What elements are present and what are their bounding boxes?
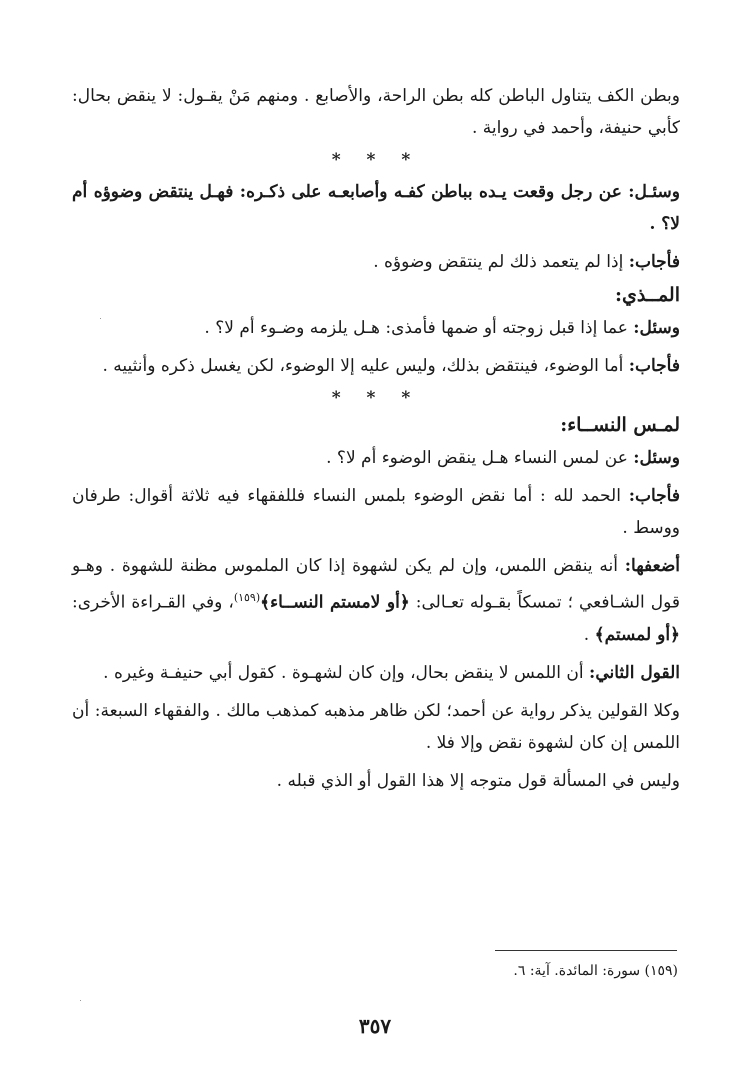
second-opinion: [72, 657, 680, 689]
opinion-text-2: ، وفي القـراءة الأخرى:: [72, 592, 234, 613]
page-number: ٣٥٧: [358, 1014, 392, 1038]
answer-label: فأجاب:: [628, 252, 680, 272]
opinion-end: .: [583, 624, 595, 645]
footnote: (١٥٩) سورة: المائدة. آية: ٦.: [513, 963, 678, 979]
weakest-opinion: [72, 550, 680, 651]
question-1: [72, 176, 680, 240]
scan-speck: [80, 1000, 81, 1001]
answer-text: أما الوضوء، فينتقض بذلك، وليس عليه إلا الوضوء، لكن يغسل ذكره وأنثييه .: [102, 356, 629, 376]
scan-speck: [100, 318, 101, 319]
question-3: [72, 442, 680, 474]
question-2: [72, 312, 680, 344]
section-separator: * * *: [331, 150, 421, 170]
question-label: وسئـل:: [628, 182, 680, 202]
answer-text: الحمد لله : أما نقض الوضوء بلمس النساء فللفقهاء فيه ثلاثة أقوال: طرفان ووسط .: [72, 486, 680, 538]
section-separator-2: * * *: [331, 388, 421, 408]
answer-label: فأجاب:: [628, 356, 680, 376]
answer-3: [72, 480, 680, 544]
answer-1: [72, 246, 680, 278]
answer-2: [72, 350, 680, 382]
question-text: عن رجل وقعت يـده بباطن كفـه وأصابعـه على ذكـره: فهـل ينتقض وضوؤه أم لا؟ .: [72, 182, 680, 234]
question-label: وسئل:: [633, 318, 680, 338]
opinion-text: أن اللمس لا ينقض بحال، وإن كان لشهـوة . كقول أبي حنيفـة وغيره .: [103, 662, 590, 683]
page-body: [72, 80, 680, 803]
opinion-label: أضعفها:: [624, 556, 680, 576]
answer-text: إذا لم يتعمد ذلك لم ينتقض وضوؤه .: [373, 252, 629, 272]
question-text: عما إذا قبل زوجته أو ضمها فأمذى: هـل يلزمه وضـوء أم لا؟ .: [204, 318, 634, 338]
question-text: عن لمس النساء هـل ينقض الوضوء أم لا؟ .: [326, 448, 634, 468]
answer-label: فأجاب:: [628, 486, 680, 506]
opinion-text: أنه ينقض اللمس، وإن لم يكن لشهوة إذا كان الملموس مظنة للشهوة . وهـو قول الشـافعي ؛ تمسكاً بقـوله تعـالى:: [72, 556, 680, 613]
section-heading-lams: لمـس النســاء:: [560, 414, 680, 436]
footnote-reference: (١٥٩): [233, 591, 261, 604]
footnote-divider: [495, 950, 677, 951]
opinion-label: القول الثاني:: [589, 662, 680, 683]
closing-paragraph: وليس في المسألة قول متوجه إلا هذا القول أو الذي قبله .: [276, 770, 680, 791]
quran-verse-2: ﴿أو لمستم﴾: [594, 624, 680, 645]
paragraph-palm: وبطن الكف يتناول الباطن كله بطن الراحة، والأصابع . ومنهم مَنْ يقـول: لا ينقض بحال: كأبي حنيفة، وأحمد في رواية .: [72, 86, 680, 138]
both-opinions-paragraph: وكلا القولين يذكر رواية عن أحمد؛ لكن ظاهر مذهبه كمذهب مالك . والفقهاء السبعة: أن اللمس إن كان لشهوة نقض وإلا فلا .: [72, 700, 680, 753]
section-heading-madhi: المــذي:: [614, 284, 680, 306]
question-label: وسئل:: [633, 448, 680, 468]
quran-verse: ﴿أو لامستم النســاء﴾: [260, 592, 410, 613]
